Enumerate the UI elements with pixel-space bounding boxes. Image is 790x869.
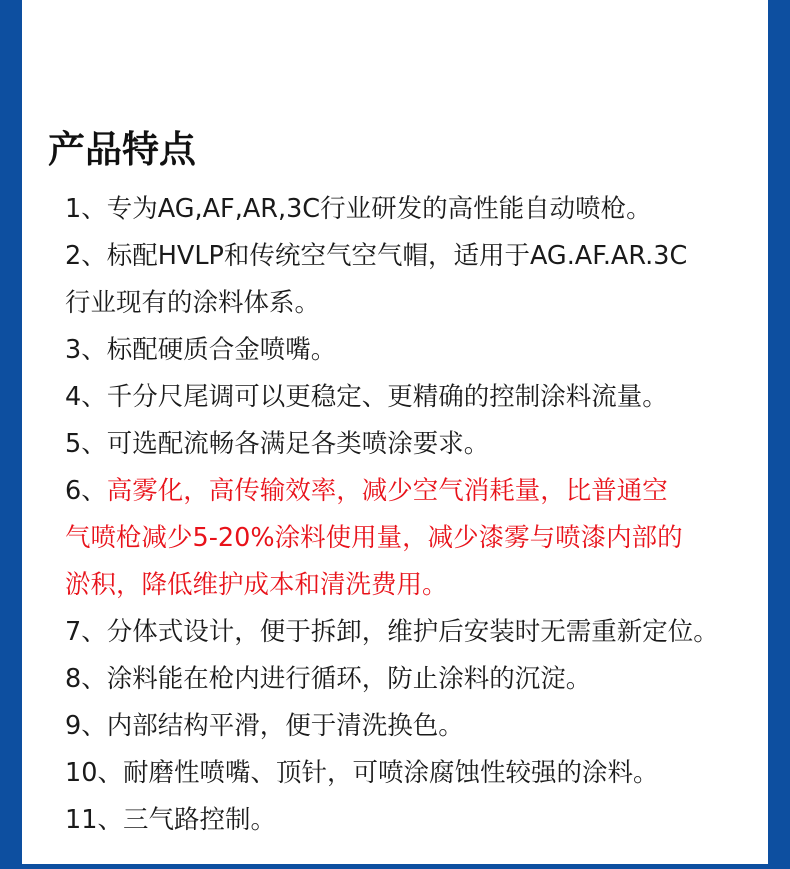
feature-item-4: 4、千分尺尾调可以更稳定、更精确的控制涂料流量。 (65, 382, 668, 412)
feature-item-9: 9、内部结构平滑，便于清洗换色。 (65, 711, 464, 741)
feature-item-2: 2、标配HVLP和传统空气空气帽，适用于AG.AF.AR.3C (65, 241, 688, 271)
feature-item-2-continued: 行业现有的涂料体系。 (65, 288, 321, 318)
feature-item-5: 5、可选配流畅各满足各类喷涂要求。 (65, 429, 490, 459)
feature-item-8: 8、涂料能在枪内进行循环，防止涂料的沉淀。 (65, 664, 592, 694)
feature-item-11: 11、三气路控制。 (65, 805, 276, 835)
section-title: 产品特点 (48, 128, 196, 171)
feature-item-6-continued (65, 515, 770, 562)
highlighted-text: 高雾化，高传输效率，减少空气消耗量，比普通空 (106, 476, 668, 506)
feature-item-1: 1、专为AG,AF,AR,3C行业研发的高性能自动喷枪。 (65, 194, 652, 224)
highlighted-text: 淤积，降低维护成本和清洗费用。 (65, 570, 448, 600)
feature-item-7: 7、分体式设计，便于拆卸，维护后安装时无需重新定位。 (65, 617, 719, 647)
feature-item-10: 10、耐磨性喷嘴、顶针，可喷涂腐蚀性较强的涂料。 (65, 758, 659, 788)
feature-item-3: 3、标配硬质合金喷嘴。 (65, 335, 337, 365)
feature-list (65, 186, 770, 844)
feature-item-6: 6、高雾化，高传输效率，减少空气消耗量，比普通空 (65, 476, 668, 506)
feature-item-6-continued (65, 562, 770, 609)
highlighted-text: 气喷枪减少5-20%涂料使用量，减少漆雾与喷漆内部的 (65, 523, 683, 553)
